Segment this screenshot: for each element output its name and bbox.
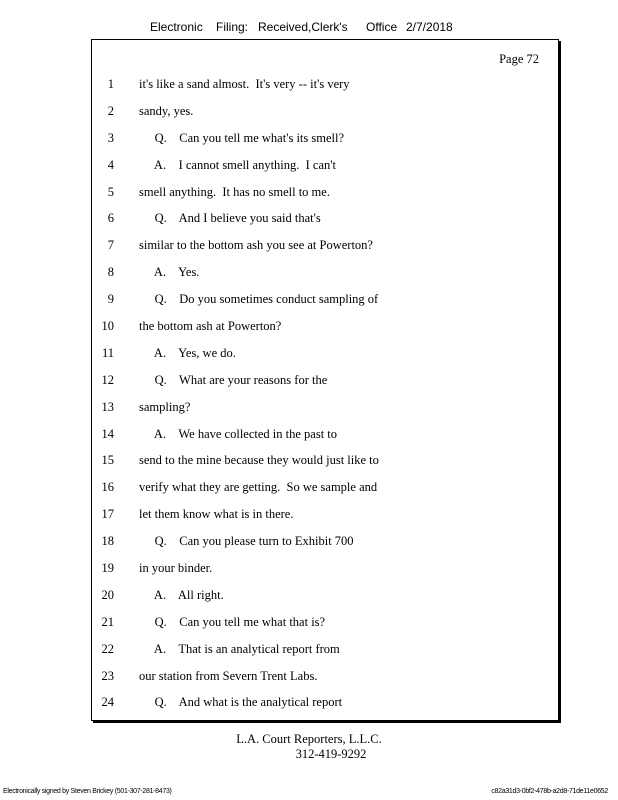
footer-company: L.A. Court Reporters, L.L.C. <box>236 732 382 746</box>
transcript-line <box>92 101 558 128</box>
transcript-line <box>92 74 558 101</box>
transcript-line <box>92 316 558 343</box>
line-text: similar to the bottom ash you see at Powerton? <box>139 238 373 253</box>
transcript-line <box>92 585 558 612</box>
line-number: 5 <box>107 184 114 199</box>
line-text: Q. What are your reasons for the <box>139 372 328 387</box>
line-text: Q. And what is the analytical report <box>139 695 343 710</box>
line-text: send to the mine because they would just like to <box>139 453 379 468</box>
transcript-line <box>92 477 558 504</box>
line-number: 11 <box>101 345 114 360</box>
filing-received: Received,Clerk's <box>258 20 348 34</box>
line-number: 4 <box>107 157 114 172</box>
line-text: A. Yes. <box>139 265 200 280</box>
line-text: our station from Severn Trent Labs. <box>139 668 318 683</box>
line-text: A. We have collected in the past to <box>139 426 338 441</box>
transcript-line <box>92 531 558 558</box>
filing-electronic: Electronic <box>150 20 203 34</box>
transcript-line <box>92 692 558 719</box>
line-number: 21 <box>101 614 114 629</box>
line-number: 1 <box>107 77 114 91</box>
filing-office: Office <box>366 20 398 34</box>
line-number: 3 <box>107 130 114 145</box>
line-number: 20 <box>101 587 114 602</box>
line-number: 9 <box>107 292 114 307</box>
signature-left: Electronically signed by Steven Brickey (501-307-281-8473) <box>3 788 172 795</box>
line-number: 14 <box>101 426 114 441</box>
transcript-line <box>92 208 558 235</box>
transcript-line <box>92 450 558 477</box>
line-number: 17 <box>101 507 114 522</box>
transcript-line <box>92 289 558 316</box>
transcript-line <box>92 397 558 424</box>
transcript-line <box>92 155 558 182</box>
line-text: Q. And I believe you said that's <box>139 211 321 226</box>
line-number: 24 <box>101 695 114 710</box>
filing-date: 2/7/2018 <box>406 20 453 34</box>
transcript-line <box>92 235 558 262</box>
line-text: Q. Can you tell me what's its smell? <box>139 130 345 145</box>
transcript-line <box>92 128 558 155</box>
transcript-line <box>92 182 558 209</box>
transcript-line <box>92 612 558 639</box>
transcript-line <box>92 343 558 370</box>
line-number: 16 <box>101 480 114 495</box>
line-number: 22 <box>101 641 114 656</box>
line-number: 8 <box>107 265 114 280</box>
footer <box>0 732 618 762</box>
transcript-line <box>92 666 558 693</box>
line-number: 10 <box>101 319 114 334</box>
footer-phone: 312-419-9292 <box>295 747 367 761</box>
line-text: let them know what is in there. <box>139 507 294 522</box>
filing-header <box>0 20 618 36</box>
transcript-lines <box>92 74 558 719</box>
transcript-line <box>92 370 558 397</box>
transcript-page <box>91 39 559 721</box>
line-text: A. That is an analytical report from <box>139 641 340 656</box>
line-text: A. I cannot smell anything. I can't <box>139 157 337 172</box>
transcript-line <box>92 639 558 666</box>
transcript-line <box>92 504 558 531</box>
line-text: Q. Can you please turn to Exhibit 700 <box>139 534 354 549</box>
line-number: 18 <box>101 534 114 549</box>
line-number: 6 <box>107 211 114 226</box>
line-text: Q. Do you sometimes conduct sampling of <box>139 292 379 307</box>
line-text: verify what they are getting. So we sample and <box>139 480 378 495</box>
line-number: 2 <box>107 103 114 118</box>
line-text: A. All right. <box>139 587 224 602</box>
filing-label: Filing: <box>216 20 249 34</box>
line-text: the bottom ash at Powerton? <box>139 319 282 334</box>
page-number: Page 72 <box>499 52 539 66</box>
line-number: 15 <box>101 453 114 468</box>
line-text: Q. Can you tell me what that is? <box>139 614 326 629</box>
signature-right: c82a31d3-0bf2-478b-a2d8-71de11e0652 <box>491 788 608 795</box>
line-number: 19 <box>101 561 114 576</box>
line-text: smell anything. It has no smell to me. <box>139 184 330 199</box>
line-text: sampling? <box>139 399 191 414</box>
line-text: sandy, yes. <box>139 103 194 118</box>
line-text: in your binder. <box>139 561 213 576</box>
line-text: A. Yes, we do. <box>139 345 236 360</box>
transcript-line <box>92 558 558 585</box>
line-number: 7 <box>107 238 114 253</box>
transcript-line <box>92 424 558 451</box>
line-text: it's like a sand almost. It's very -- it's very <box>139 77 350 91</box>
line-number: 13 <box>101 399 114 414</box>
line-number: 23 <box>101 668 114 683</box>
transcript-line <box>92 262 558 289</box>
line-number: 12 <box>101 372 114 387</box>
